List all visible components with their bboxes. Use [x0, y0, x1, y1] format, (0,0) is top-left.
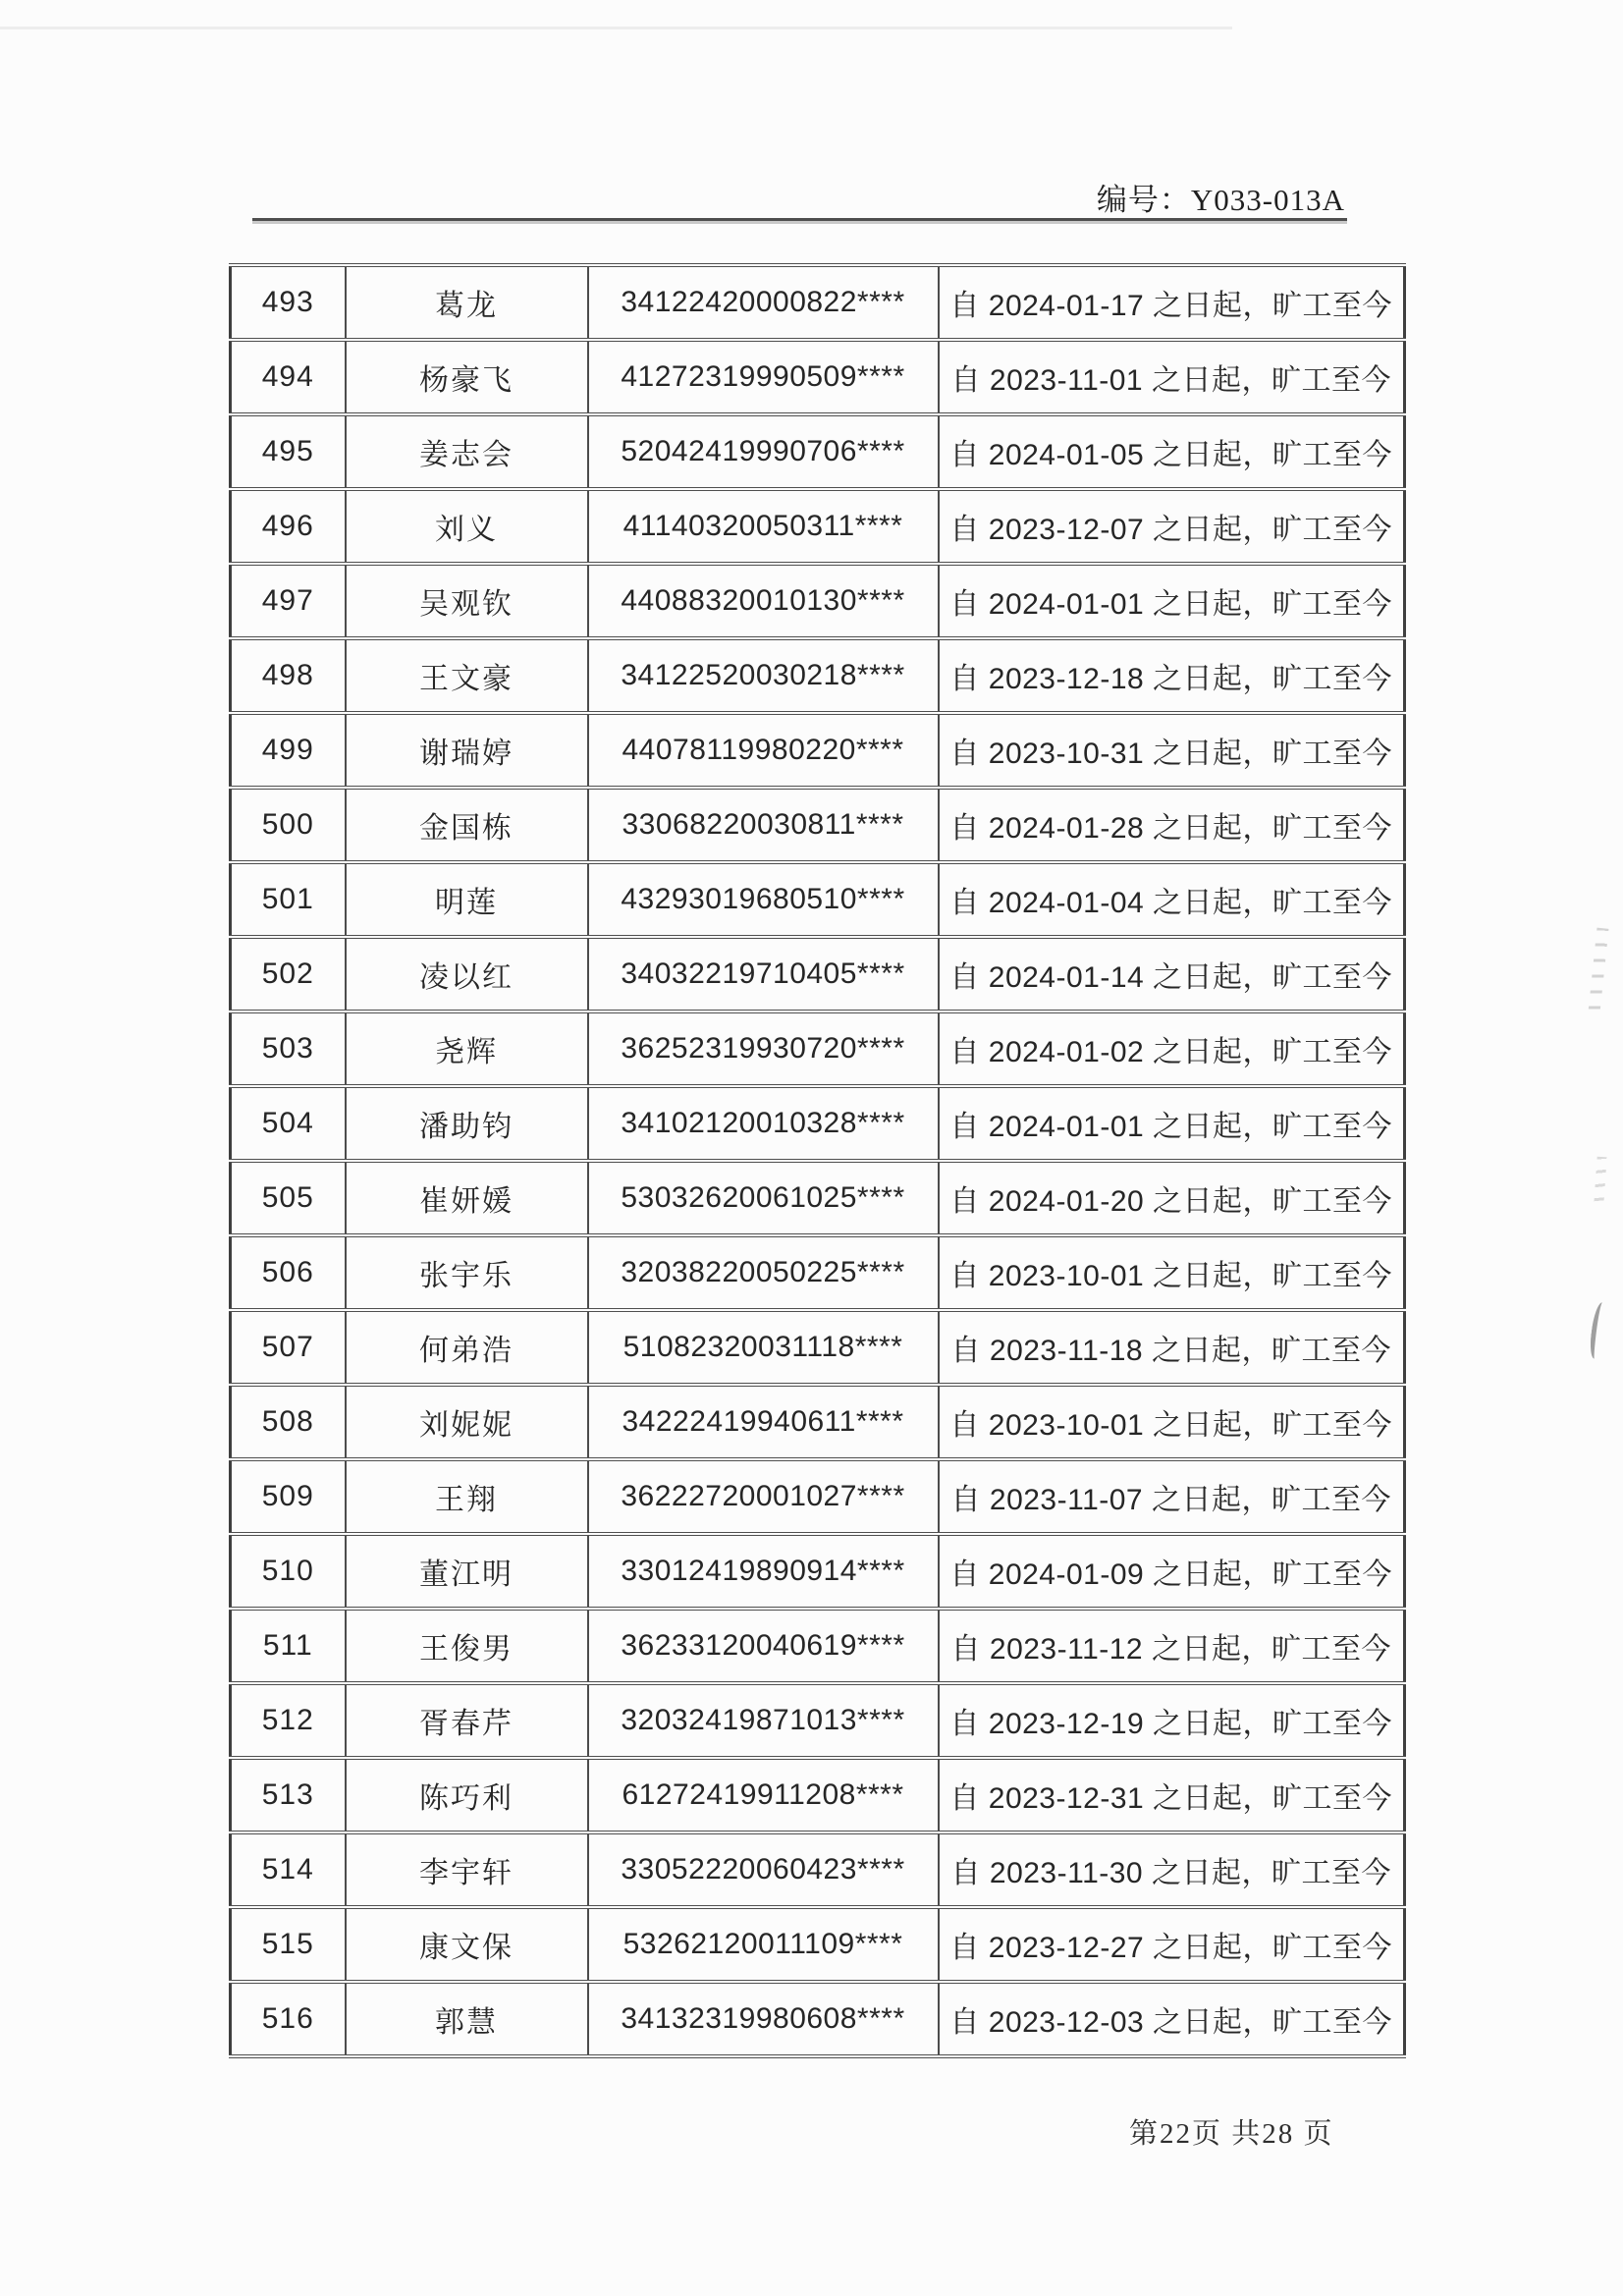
absence-status-cell: 自 2024-01-28 之日起，旷工至今	[939, 788, 1405, 862]
name-cell: 陈巧利	[346, 1758, 588, 1832]
table-row	[231, 638, 1405, 713]
absence-status-cell: 自 2023-11-30 之日起，旷工至今	[939, 1832, 1405, 1907]
row-index-cell: 499	[231, 713, 346, 788]
scan-artifact	[1594, 1157, 1606, 1205]
id-number-cell: 52042419990706****	[588, 414, 939, 489]
row-index-cell: 515	[231, 1907, 346, 1982]
name-cell: 杨豪飞	[346, 340, 588, 414]
row-index-cell: 504	[231, 1086, 346, 1161]
row-index-cell: 493	[231, 265, 346, 340]
absence-status-cell: 自 2023-12-03 之日起，旷工至今	[939, 1982, 1405, 2056]
name-cell: 刘义	[346, 489, 588, 564]
absence-status-cell: 自 2024-01-05 之日起，旷工至今	[939, 414, 1405, 489]
absence-status-cell: 自 2024-01-02 之日起，旷工至今	[939, 1011, 1405, 1086]
name-cell: 姜志会	[346, 414, 588, 489]
table-row	[231, 1086, 1405, 1161]
row-index-cell: 513	[231, 1758, 346, 1832]
name-cell: 郭慧	[346, 1982, 588, 2056]
id-number-cell: 41272319990509****	[588, 340, 939, 414]
page-number: 第22页 共28 页	[1129, 2118, 1334, 2150]
id-number-cell: 32038220050225****	[588, 1235, 939, 1310]
absence-status-cell: 自 2023-11-07 之日起，旷工至今	[939, 1459, 1405, 1534]
absence-status-cell: 自 2024-01-09 之日起，旷工至今	[939, 1534, 1405, 1609]
row-index-cell: 511	[231, 1609, 346, 1683]
row-index-cell: 512	[231, 1683, 346, 1758]
id-number-cell: 34032219710405****	[588, 937, 939, 1011]
absence-status-cell: 自 2023-10-31 之日起，旷工至今	[939, 713, 1405, 788]
id-number-cell: 36222720001027****	[588, 1459, 939, 1534]
row-index-cell: 514	[231, 1832, 346, 1907]
id-number-cell: 33068220030811****	[588, 788, 939, 862]
absence-status-cell: 自 2023-10-01 之日起，旷工至今	[939, 1235, 1405, 1310]
id-number-cell: 51082320031118****	[588, 1310, 939, 1385]
absence-status-cell: 自 2023-12-18 之日起，旷工至今	[939, 638, 1405, 713]
table-row	[231, 1534, 1405, 1609]
id-number-cell: 34122420000822****	[588, 265, 939, 340]
table-row	[231, 340, 1405, 414]
table-row	[231, 1758, 1405, 1832]
id-number-cell: 34222419940611****	[588, 1385, 939, 1459]
id-number-cell: 36252319930720****	[588, 1011, 939, 1086]
absence-status-cell: 自 2024-01-04 之日起，旷工至今	[939, 862, 1405, 937]
absence-status-cell: 自 2023-10-01 之日起，旷工至今	[939, 1385, 1405, 1459]
name-cell: 潘助钧	[346, 1086, 588, 1161]
table-row	[231, 1459, 1405, 1534]
name-cell: 谢瑞婷	[346, 713, 588, 788]
row-index-cell: 497	[231, 564, 346, 638]
name-cell: 金国栋	[346, 788, 588, 862]
scan-artifact	[1589, 928, 1609, 1013]
table-row	[231, 1832, 1405, 1907]
name-cell: 王俊男	[346, 1609, 588, 1683]
table-row	[231, 788, 1405, 862]
table-row	[231, 1011, 1405, 1086]
table-row	[231, 713, 1405, 788]
absence-status-cell: 自 2023-12-27 之日起，旷工至今	[939, 1907, 1405, 1982]
row-index-cell: 506	[231, 1235, 346, 1310]
absence-status-cell: 自 2023-11-01 之日起，旷工至今	[939, 340, 1405, 414]
name-cell: 王文豪	[346, 638, 588, 713]
id-number-cell: 43293019680510****	[588, 862, 939, 937]
id-number-cell: 34122520030218****	[588, 638, 939, 713]
id-number-cell: 34102120010328****	[588, 1086, 939, 1161]
table-row	[231, 1683, 1405, 1758]
row-index-cell: 500	[231, 788, 346, 862]
table-row	[231, 1385, 1405, 1459]
name-cell: 尧辉	[346, 1011, 588, 1086]
row-index-cell: 494	[231, 340, 346, 414]
id-number-cell: 53262120011109****	[588, 1907, 939, 1982]
table-row	[231, 1310, 1405, 1385]
absence-status-cell: 自 2023-12-19 之日起，旷工至今	[939, 1683, 1405, 1758]
name-cell: 葛龙	[346, 265, 588, 340]
row-index-cell: 498	[231, 638, 346, 713]
row-index-cell: 503	[231, 1011, 346, 1086]
row-index-cell: 508	[231, 1385, 346, 1459]
row-index-cell: 501	[231, 862, 346, 937]
row-index-cell: 502	[231, 937, 346, 1011]
header-rule	[252, 218, 1347, 221]
id-number-cell: 61272419911208****	[588, 1758, 939, 1832]
name-cell: 康文保	[346, 1907, 588, 1982]
absence-status-cell: 自 2023-12-07 之日起，旷工至今	[939, 489, 1405, 564]
id-number-cell: 41140320050311****	[588, 489, 939, 564]
table-row	[231, 1235, 1405, 1310]
table-row	[231, 1161, 1405, 1235]
absence-status-cell: 自 2023-12-31 之日起，旷工至今	[939, 1758, 1405, 1832]
table-row	[231, 489, 1405, 564]
name-cell: 刘妮妮	[346, 1385, 588, 1459]
table-row	[231, 937, 1405, 1011]
id-number-cell: 33052220060423****	[588, 1832, 939, 1907]
name-cell: 崔妍媛	[346, 1161, 588, 1235]
absence-status-cell: 自 2024-01-17 之日起，旷工至今	[939, 265, 1405, 340]
id-number-cell: 44088320010130****	[588, 564, 939, 638]
scan-artifact	[1589, 1301, 1609, 1359]
name-cell: 明莲	[346, 862, 588, 937]
name-cell: 王翔	[346, 1459, 588, 1534]
absence-status-cell: 自 2024-01-01 之日起，旷工至今	[939, 1086, 1405, 1161]
id-number-cell: 53032620061025****	[588, 1161, 939, 1235]
row-index-cell: 510	[231, 1534, 346, 1609]
absence-status-cell: 自 2024-01-14 之日起，旷工至今	[939, 937, 1405, 1011]
absence-roster-table	[229, 263, 1406, 2058]
row-index-cell: 507	[231, 1310, 346, 1385]
id-number-cell: 34132319980608****	[588, 1982, 939, 2056]
table-row	[231, 1907, 1405, 1982]
id-number-cell: 44078119980220****	[588, 713, 939, 788]
doc-number: 编号：Y033-013A	[1096, 183, 1345, 217]
name-cell: 李宇轩	[346, 1832, 588, 1907]
name-cell: 张宇乐	[346, 1235, 588, 1310]
row-index-cell: 495	[231, 414, 346, 489]
table-row	[231, 1982, 1405, 2056]
name-cell: 吴观钦	[346, 564, 588, 638]
name-cell: 胥春芹	[346, 1683, 588, 1758]
table-row	[231, 1609, 1405, 1683]
row-index-cell: 505	[231, 1161, 346, 1235]
table-row	[231, 414, 1405, 489]
table-row	[231, 564, 1405, 638]
scan-edge-line	[0, 27, 1232, 29]
row-index-cell: 509	[231, 1459, 346, 1534]
table-row	[231, 265, 1405, 340]
row-index-cell: 496	[231, 489, 346, 564]
absence-status-cell: 自 2024-01-01 之日起，旷工至今	[939, 564, 1405, 638]
name-cell: 凌以红	[346, 937, 588, 1011]
table-row	[231, 862, 1405, 937]
id-number-cell: 36233120040619****	[588, 1609, 939, 1683]
name-cell: 何弟浩	[346, 1310, 588, 1385]
absence-status-cell: 自 2024-01-20 之日起，旷工至今	[939, 1161, 1405, 1235]
absence-status-cell: 自 2023-11-12 之日起，旷工至今	[939, 1609, 1405, 1683]
name-cell: 董江明	[346, 1534, 588, 1609]
absence-status-cell: 自 2023-11-18 之日起，旷工至今	[939, 1310, 1405, 1385]
row-index-cell: 516	[231, 1982, 346, 2056]
id-number-cell: 33012419890914****	[588, 1534, 939, 1609]
id-number-cell: 32032419871013****	[588, 1683, 939, 1758]
